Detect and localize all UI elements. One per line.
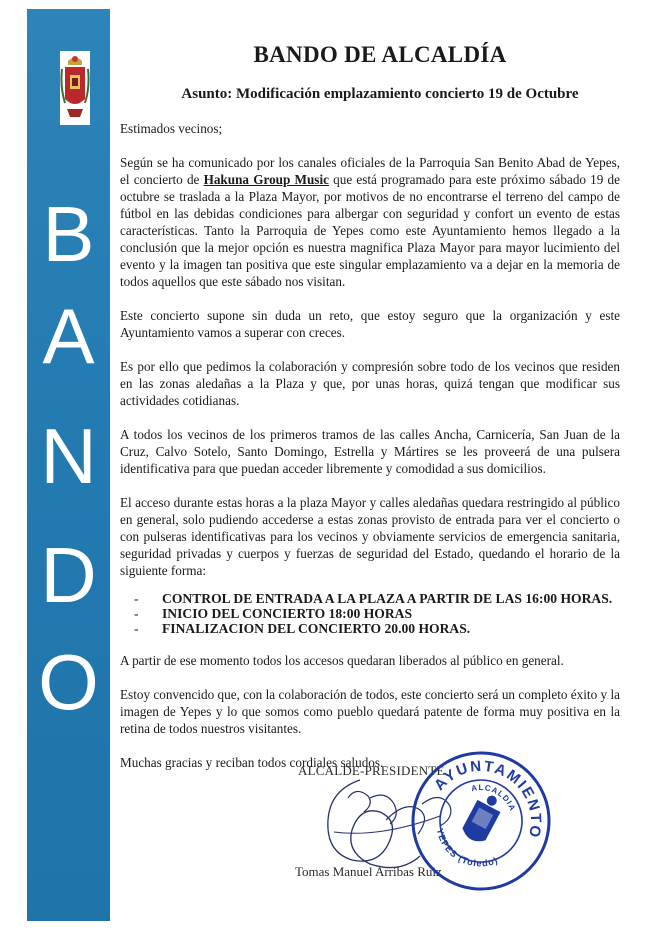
sidebar-letter-o: O — [38, 638, 99, 726]
paragraph-cooperation: Es por ello que pedimos la colaboración y compresión sobre todo de los vecinos que residen en las zonas aledañas a la Plaza y que, por unas horas, quizá tengan que modificar sus actividades cotidianas. — [120, 359, 620, 408]
paragraph-wristbands: A todos los vecinos de los primeros tramos de las calles Ancha, Carnicería, San Juan de la Cruz, Calvo Sotelo, Santo Domingo, Estrella y Mártires se les proveerá de una pulsera identificativa para que puedan acceder libremente y comodidad a sus domicilios. — [120, 427, 620, 476]
schedule-item: - INICIO DEL CONCIERTO 18:00 HORAS — [162, 606, 620, 621]
seal-outer-text: AYUNTAMIENTO — [430, 757, 545, 841]
sidebar-letter-d: D — [40, 531, 97, 619]
seal-inner-text: ALCALDIA — [470, 782, 518, 813]
schedule-item: - FINALIZACION DEL CONCIERTO 20.00 HORAS. — [162, 621, 620, 636]
document-subject: Asunto: Modificación emplazamiento concierto 19 de Octubre — [181, 86, 579, 102]
bando-sidebar — [27, 9, 110, 921]
paragraph-release: A partir de ese momento todos los accesos quedaran liberados al público en general. — [120, 653, 564, 668]
paragraph-announcement-intro: Según se ha comunicado por los canales oficiales de la Parroquia San Benito Abad de Yepes, el concierto de — [120, 155, 620, 187]
closing-line: Muchas gracias y reciban todos cordiales saludos. — [120, 755, 384, 770]
paragraph-announcement — [120, 154, 620, 290]
document-title: BANDO DE ALCALDÍA — [253, 42, 507, 67]
signatory-name: Tomas Manuel Arribas Ruiz — [295, 864, 442, 879]
paragraph-announcement-rest: que está programado para este próximo sábado 19 de octubre se traslada a la Plaza Mayor, por motivos de no encontrarse el terreno del campo de fútbol en las debidas condiciones para albergar con seguridad y confort un evento de estas características. Tanto la Parroquia de Yepes como este Ayuntamiento hemos llegado a la conclusión que la mejor opción es nuestra magnifica Plaza Mayor para mayor lucimiento del evento y la imagen tan positiva que este singular emplazamiento va a dejar en la memoria de todos aquellos que este sábado nos visitan. — [120, 172, 621, 289]
paragraph-conviction: Estoy convencido que, con la colaboración de todos, este concierto será un completo éxito y la imagen de Yepes y lo que somos como pueblo quedará patente de forma muy positiva en la retina de todos nuestros visitantes. — [120, 687, 620, 736]
document-body — [120, 120, 620, 788]
schedule-list — [120, 591, 620, 636]
paragraph-access: El acceso durante estas horas a la plaza Mayor y calles aledañas quedara restringido al público en general, solo pudiendo accederse a estas zonas provisto de entrada para ver el concierto o con pulseras identificativas para los vecinos y obviamente servicios de emergencia sanitaria, seguridad privadas y cuerpos y fuerzas de seguridad del Estado, quedando el horario de la siguiente forma: — [120, 495, 620, 578]
city-hall-seal-icon — [408, 748, 554, 894]
sidebar-letter-b: B — [42, 190, 95, 278]
sidebar-letter-a: A — [42, 292, 95, 380]
paragraph-challenge: Este concierto supone sin duda un reto, que estoy seguro que la organización y este Ayuntamiento vamos a superar con creces. — [120, 308, 620, 340]
greeting: Estimados vecinos; — [120, 121, 223, 136]
coat-of-arms-icon — [60, 51, 90, 125]
schedule-item: - CONTROL DE ENTRADA A LA PLAZA A PARTIR DE LAS 16:00 HORAS. — [162, 591, 620, 606]
band-name: Hakuna Group Music — [203, 172, 329, 187]
sidebar-letter-n: N — [40, 412, 97, 500]
signatory-title: ALCALDE-PRESIDENTE — [298, 763, 445, 778]
seal-lower-text: YEPES (Toledo) — [434, 827, 500, 869]
